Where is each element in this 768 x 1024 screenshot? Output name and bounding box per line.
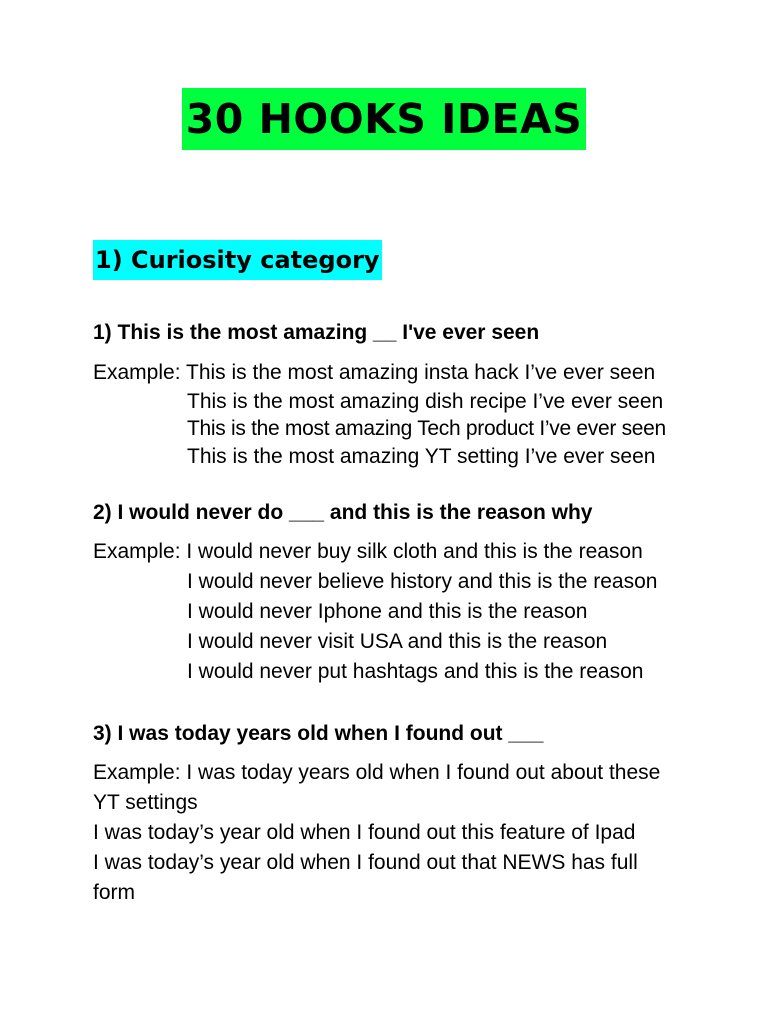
hook-2-example-line: Example: I would never buy silk cloth and this is the reason xyxy=(93,540,643,563)
hook-3-example-line: I was today’s year old when I found out this feature of Ipad xyxy=(93,821,636,844)
hook-1-example-line: This is the most amazing YT setting I’ve ever seen xyxy=(187,445,656,468)
hook-1-example-line: This is the most amazing Tech product I’ve ever seen xyxy=(187,417,666,440)
title-wrapper xyxy=(0,88,768,150)
hook-2-example-line: I would never put hashtags and this is the reason xyxy=(187,660,644,683)
hook-heading-3: 3) I was today years old when I found out ___ xyxy=(93,722,544,745)
hook-3-example-line: Example: I was today years old when I found out about these xyxy=(93,761,661,784)
hook-3-example-line: I was today’s year old when I found out that NEWS has full xyxy=(93,851,638,874)
hook-heading-1: 1) This is the most amazing __ I've ever seen xyxy=(93,321,540,344)
hook-heading-2: 2) I would never do ___ and this is the reason why xyxy=(93,501,593,524)
hook-2-example-line: I would never visit USA and this is the reason xyxy=(187,630,608,653)
hook-2-example-line: I would never Iphone and this is the reason xyxy=(187,600,588,623)
hook-3-example-line: form xyxy=(93,881,135,904)
hook-1-example-line: This is the most amazing dish recipe I’ve ever seen xyxy=(187,390,664,413)
document-title: 30 HOOKS IDEAS xyxy=(182,88,586,150)
hook-2-example-line: I would never believe history and this is the reason xyxy=(187,570,658,593)
hook-3-example-line: YT settings xyxy=(93,791,198,814)
category-heading: 1) Curiosity category xyxy=(93,240,382,280)
hook-1-example-line: Example: This is the most amazing insta hack I’ve ever seen xyxy=(93,361,656,384)
